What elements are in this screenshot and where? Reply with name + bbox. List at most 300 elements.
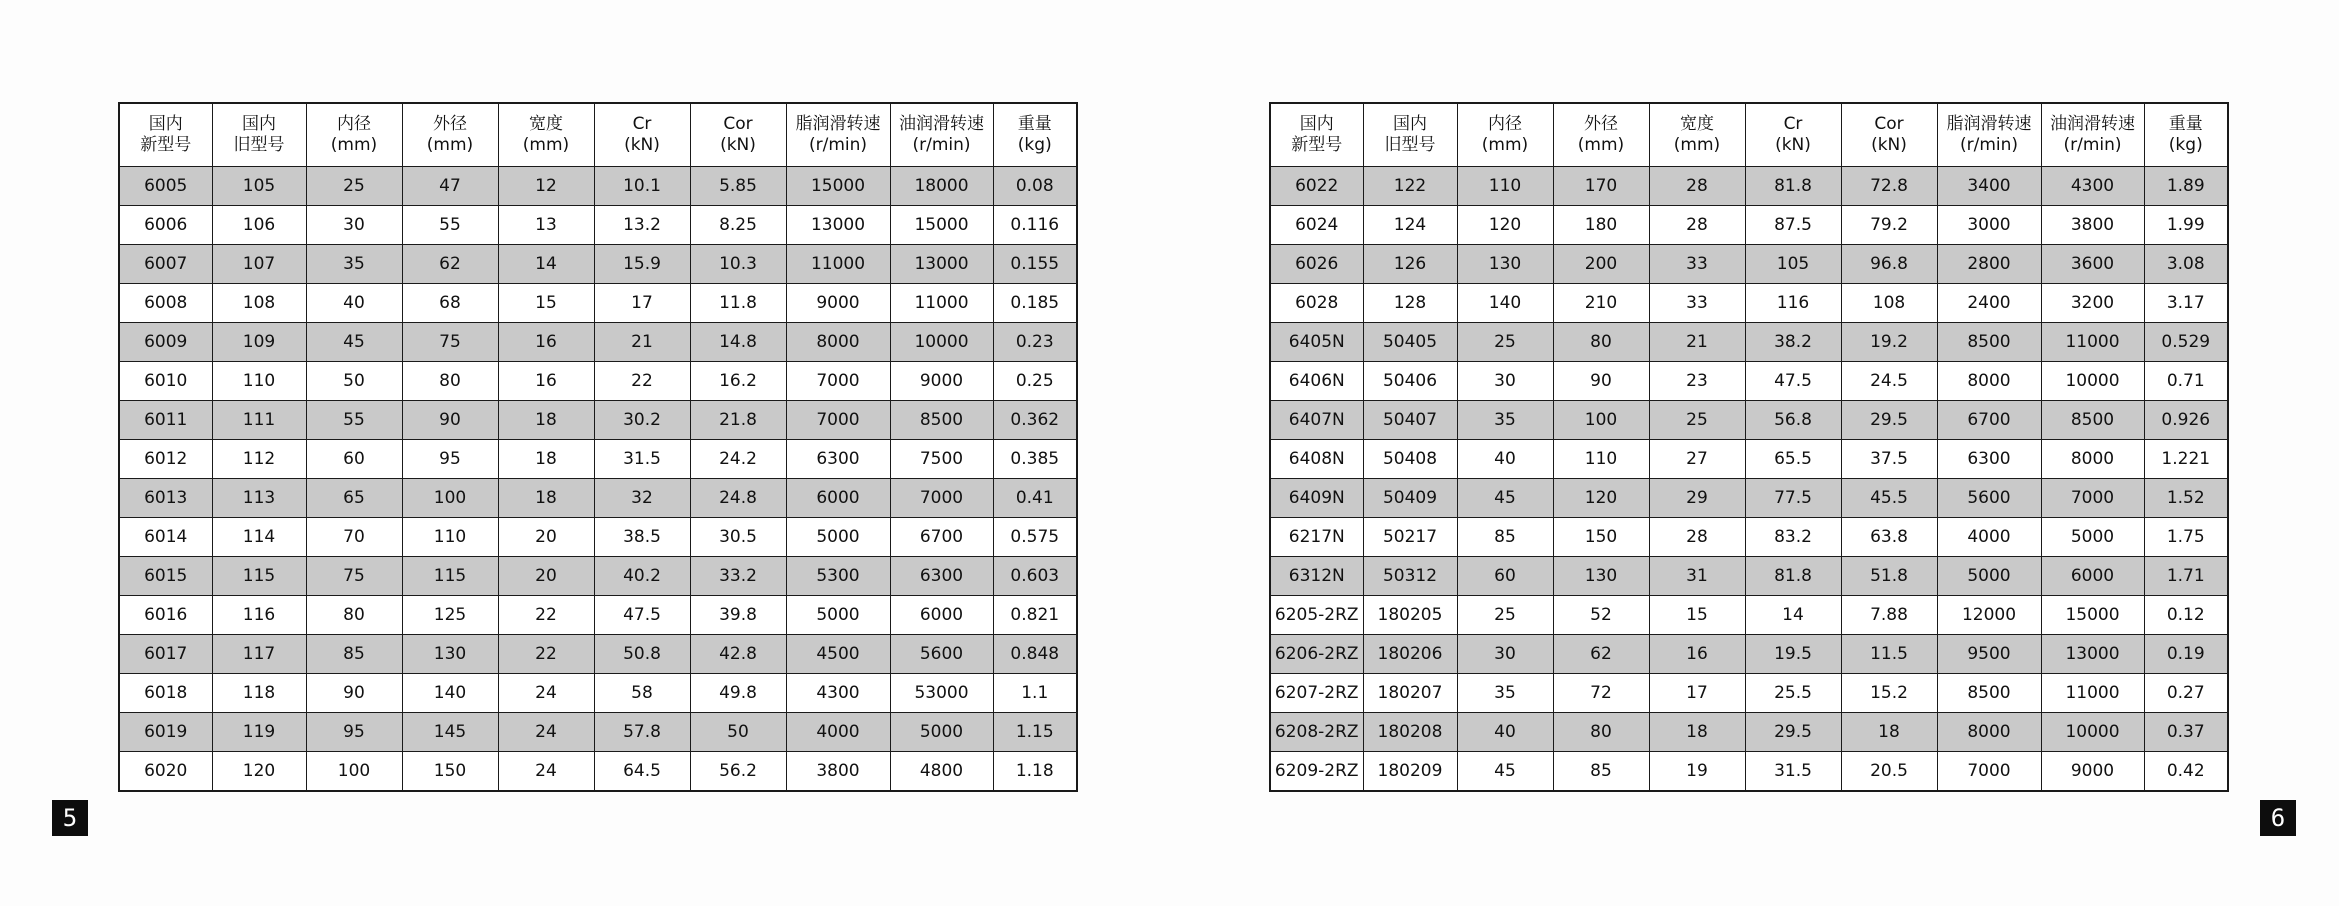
table-cell: 5300	[786, 557, 890, 596]
table-cell: 0.37	[2144, 713, 2228, 752]
table-cell: 10000	[2041, 713, 2144, 752]
column-header-title: 内径	[337, 114, 371, 134]
table-cell: 0.25	[993, 362, 1077, 401]
table-cell: 24	[498, 713, 594, 752]
table-cell: 17	[1649, 674, 1745, 713]
table-cell: 8500	[1937, 323, 2041, 362]
table-cell: 72.8	[1841, 167, 1937, 206]
table-cell: 21	[1649, 323, 1745, 362]
table-cell: 0.27	[2144, 674, 2228, 713]
table-cell: 90	[402, 401, 498, 440]
table-row	[1270, 401, 2228, 440]
column-header	[690, 103, 786, 167]
table-row	[1270, 362, 2228, 401]
table-cell: 19.2	[1841, 323, 1937, 362]
table-cell: 72	[1553, 674, 1649, 713]
table-cell: 7000	[786, 401, 890, 440]
table-cell: 95	[306, 713, 402, 752]
table-row	[119, 479, 1077, 518]
table-cell: 24	[498, 674, 594, 713]
table-cell: 9500	[1937, 635, 2041, 674]
table-cell: 113	[212, 479, 306, 518]
table-cell: 85	[1553, 752, 1649, 792]
table-cell: 25	[1649, 401, 1745, 440]
table-cell: 0.71	[2144, 362, 2228, 401]
table-cell: 180208	[1363, 713, 1457, 752]
column-header-unit: (mm)	[1481, 135, 1529, 155]
table-cell: 120	[1553, 479, 1649, 518]
column-header-unit: (r/min)	[912, 135, 971, 155]
table-cell: 15	[498, 284, 594, 323]
table-cell: 18	[1649, 713, 1745, 752]
table-header-row	[1270, 103, 2228, 167]
table-cell: 112	[212, 440, 306, 479]
column-header-title: Cr	[1783, 114, 1803, 134]
table-cell: 1.52	[2144, 479, 2228, 518]
table-cell: 110	[1457, 167, 1553, 206]
table-cell: 180	[1553, 206, 1649, 245]
table-cell: 50406	[1363, 362, 1457, 401]
column-header	[1937, 103, 2041, 167]
table-cell: 7000	[786, 362, 890, 401]
table-cell: 6300	[890, 557, 993, 596]
column-header-unit: (kN)	[624, 135, 660, 155]
column-header-title: 外径	[1584, 114, 1618, 134]
table-cell: 0.185	[993, 284, 1077, 323]
table-cell: 130	[1457, 245, 1553, 284]
table-cell: 6017	[119, 635, 212, 674]
table-cell: 85	[306, 635, 402, 674]
column-header-unit: (mm)	[1673, 135, 1721, 155]
table-cell: 3200	[2041, 284, 2144, 323]
table-cell: 122	[1363, 167, 1457, 206]
table-cell: 50407	[1363, 401, 1457, 440]
column-header-title: 脂润滑转速	[795, 114, 881, 134]
table-cell: 11000	[890, 284, 993, 323]
table-cell: 49.8	[690, 674, 786, 713]
table-cell: 22	[498, 635, 594, 674]
table-cell: 8000	[786, 323, 890, 362]
table-cell: 28	[1649, 518, 1745, 557]
table-cell: 19	[1649, 752, 1745, 792]
table-cell: 0.603	[993, 557, 1077, 596]
table-cell: 31	[1649, 557, 1745, 596]
table-row	[119, 206, 1077, 245]
table-cell: 45	[306, 323, 402, 362]
table-cell: 8500	[1937, 674, 2041, 713]
column-header	[402, 103, 498, 167]
table-cell: 21.8	[690, 401, 786, 440]
column-header	[594, 103, 690, 167]
table-cell: 50405	[1363, 323, 1457, 362]
table-cell: 33.2	[690, 557, 786, 596]
table-cell: 18	[1841, 713, 1937, 752]
table-row	[119, 323, 1077, 362]
table-cell: 75	[402, 323, 498, 362]
table-cell: 6009	[119, 323, 212, 362]
column-header-title: 外径	[433, 114, 467, 134]
table-cell: 85	[1457, 518, 1553, 557]
table-cell: 6010	[119, 362, 212, 401]
table-cell: 32	[594, 479, 690, 518]
table-cell: 10000	[890, 323, 993, 362]
table-cell: 8500	[890, 401, 993, 440]
table-cell: 110	[402, 518, 498, 557]
table-cell: 0.575	[993, 518, 1077, 557]
column-header	[786, 103, 890, 167]
table-cell: 37.5	[1841, 440, 1937, 479]
table-cell: 6016	[119, 596, 212, 635]
table-cell: 13.2	[594, 206, 690, 245]
table-cell: 87.5	[1745, 206, 1841, 245]
table-cell: 65.5	[1745, 440, 1841, 479]
column-header-unit: (mm)	[1577, 135, 1625, 155]
table-cell: 80	[1553, 323, 1649, 362]
table-cell: 40	[306, 284, 402, 323]
page-number-badge: 5	[52, 800, 88, 836]
table-cell: 9000	[786, 284, 890, 323]
table-cell: 15000	[786, 167, 890, 206]
table-cell: 30	[1457, 362, 1553, 401]
table-cell: 90	[306, 674, 402, 713]
table-cell: 0.821	[993, 596, 1077, 635]
table-cell: 14	[1745, 596, 1841, 635]
table-cell: 111	[212, 401, 306, 440]
table-row	[119, 752, 1077, 792]
table-cell: 96.8	[1841, 245, 1937, 284]
table-cell: 13	[498, 206, 594, 245]
table-cell: 13000	[890, 245, 993, 284]
column-header-title: 国内	[1393, 114, 1427, 134]
table-cell: 79.2	[1841, 206, 1937, 245]
table-cell: 130	[402, 635, 498, 674]
catalog-page-right	[1169, 0, 2339, 906]
table-cell: 1.221	[2144, 440, 2228, 479]
table-cell: 118	[212, 674, 306, 713]
table-cell: 51.8	[1841, 557, 1937, 596]
table-cell: 27	[1649, 440, 1745, 479]
table-cell: 14.8	[690, 323, 786, 362]
table-cell: 125	[402, 596, 498, 635]
table-cell: 58	[594, 674, 690, 713]
table-cell: 0.41	[993, 479, 1077, 518]
column-header	[2041, 103, 2144, 167]
column-header-title: 宽度	[1680, 114, 1714, 134]
table-cell: 40.2	[594, 557, 690, 596]
table-cell: 16	[1649, 635, 1745, 674]
table-cell: 40	[1457, 713, 1553, 752]
column-header-title: Cr	[632, 114, 652, 134]
column-header-title: 油润滑转速	[899, 114, 984, 134]
table-cell: 56.2	[690, 752, 786, 792]
table-cell: 19.5	[1745, 635, 1841, 674]
table-cell: 4500	[786, 635, 890, 674]
table-cell: 20.5	[1841, 752, 1937, 792]
table-cell: 38.2	[1745, 323, 1841, 362]
table-cell: 64.5	[594, 752, 690, 792]
table-cell: 50408	[1363, 440, 1457, 479]
table-cell: 5000	[890, 713, 993, 752]
table-cell: 90	[1553, 362, 1649, 401]
table-cell: 6409N	[1270, 479, 1363, 518]
table-cell: 42.8	[690, 635, 786, 674]
table-cell: 11000	[2041, 674, 2144, 713]
table-cell: 5600	[1937, 479, 2041, 518]
table-row	[1270, 245, 2228, 284]
table-cell: 5000	[786, 518, 890, 557]
table-cell: 15.2	[1841, 674, 1937, 713]
column-header	[119, 103, 212, 167]
table-cell: 6005	[119, 167, 212, 206]
table-cell: 1.75	[2144, 518, 2228, 557]
column-header-unit: (kN)	[720, 135, 756, 155]
table-cell: 180207	[1363, 674, 1457, 713]
table-row	[1270, 479, 2228, 518]
table-cell: 2800	[1937, 245, 2041, 284]
table-cell: 145	[402, 713, 498, 752]
column-header	[1649, 103, 1745, 167]
column-header-unit: 新型号	[1291, 135, 1343, 155]
table-cell: 4800	[890, 752, 993, 792]
table-cell: 12	[498, 167, 594, 206]
table-cell: 3400	[1937, 167, 2041, 206]
column-header	[1841, 103, 1937, 167]
table-cell: 6012	[119, 440, 212, 479]
column-header	[498, 103, 594, 167]
table-cell: 3800	[2041, 206, 2144, 245]
table-cell: 1.89	[2144, 167, 2228, 206]
table-cell: 6312N	[1270, 557, 1363, 596]
table-cell: 15	[1649, 596, 1745, 635]
table-cell: 109	[212, 323, 306, 362]
table-cell: 30	[306, 206, 402, 245]
table-cell: 5000	[2041, 518, 2144, 557]
table-cell: 3.17	[2144, 284, 2228, 323]
table-cell: 180206	[1363, 635, 1457, 674]
column-header	[2144, 103, 2228, 167]
table-cell: 0.19	[2144, 635, 2228, 674]
table-cell: 0.848	[993, 635, 1077, 674]
table-cell: 6008	[119, 284, 212, 323]
table-cell: 6406N	[1270, 362, 1363, 401]
table-cell: 105	[212, 167, 306, 206]
table-cell: 4300	[2041, 167, 2144, 206]
table-cell: 6405N	[1270, 323, 1363, 362]
table-cell: 105	[1745, 245, 1841, 284]
table-cell: 15.9	[594, 245, 690, 284]
table-row	[1270, 596, 2228, 635]
table-cell: 6208-2RZ	[1270, 713, 1363, 752]
table-cell: 5600	[890, 635, 993, 674]
column-header	[1553, 103, 1649, 167]
table-cell: 6300	[786, 440, 890, 479]
table-row	[119, 674, 1077, 713]
table-cell: 6014	[119, 518, 212, 557]
table-cell: 140	[1457, 284, 1553, 323]
column-header-title: 内径	[1488, 114, 1522, 134]
catalog-page-left	[0, 0, 1169, 906]
table-cell: 24.2	[690, 440, 786, 479]
table-cell: 106	[212, 206, 306, 245]
table-cell: 70	[306, 518, 402, 557]
table-cell: 47.5	[1745, 362, 1841, 401]
table-cell: 11.8	[690, 284, 786, 323]
table-cell: 53000	[890, 674, 993, 713]
table-cell: 7.88	[1841, 596, 1937, 635]
table-cell: 80	[306, 596, 402, 635]
table-cell: 15000	[2041, 596, 2144, 635]
table-cell: 6018	[119, 674, 212, 713]
table-row	[1270, 440, 2228, 479]
table-cell: 10000	[2041, 362, 2144, 401]
table-cell: 47	[402, 167, 498, 206]
table-cell: 47.5	[594, 596, 690, 635]
table-cell: 3.08	[2144, 245, 2228, 284]
table-cell: 62	[402, 245, 498, 284]
column-header	[993, 103, 1077, 167]
table-cell: 1.99	[2144, 206, 2228, 245]
table-cell: 38.5	[594, 518, 690, 557]
table-cell: 1.1	[993, 674, 1077, 713]
column-header-unit: (kg)	[1017, 135, 1052, 155]
table-cell: 6217N	[1270, 518, 1363, 557]
table-cell: 0.08	[993, 167, 1077, 206]
table-cell: 50	[690, 713, 786, 752]
table-cell: 6024	[1270, 206, 1363, 245]
table-row	[119, 284, 1077, 323]
table-cell: 60	[306, 440, 402, 479]
table-cell: 25	[1457, 323, 1553, 362]
table-cell: 63.8	[1841, 518, 1937, 557]
table-cell: 5000	[1937, 557, 2041, 596]
table-cell: 35	[306, 245, 402, 284]
column-header-title: 宽度	[529, 114, 563, 134]
table-row	[1270, 557, 2228, 596]
table-cell: 17	[594, 284, 690, 323]
table-cell: 107	[212, 245, 306, 284]
table-cell: 0.385	[993, 440, 1077, 479]
table-cell: 16	[498, 323, 594, 362]
table-row	[119, 401, 1077, 440]
table-cell: 40	[1457, 440, 1553, 479]
table-cell: 6015	[119, 557, 212, 596]
table-cell: 18	[498, 440, 594, 479]
table-cell: 11000	[786, 245, 890, 284]
table-cell: 31.5	[594, 440, 690, 479]
table-cell: 15000	[890, 206, 993, 245]
table-cell: 0.155	[993, 245, 1077, 284]
table-cell: 120	[1457, 206, 1553, 245]
table-cell: 65	[306, 479, 402, 518]
table-cell: 30.5	[690, 518, 786, 557]
table-cell: 1.18	[993, 752, 1077, 792]
column-header-unit: (mm)	[522, 135, 570, 155]
table-cell: 2400	[1937, 284, 2041, 323]
column-header	[1457, 103, 1553, 167]
table-cell: 7000	[2041, 479, 2144, 518]
table-cell: 114	[212, 518, 306, 557]
table-cell: 80	[402, 362, 498, 401]
table-cell: 6408N	[1270, 440, 1363, 479]
table-cell: 0.12	[2144, 596, 2228, 635]
table-cell: 29	[1649, 479, 1745, 518]
table-cell: 18	[498, 479, 594, 518]
table-cell: 18	[498, 401, 594, 440]
table-cell: 10.3	[690, 245, 786, 284]
table-cell: 75	[306, 557, 402, 596]
table-cell: 115	[212, 557, 306, 596]
table-cell: 108	[1841, 284, 1937, 323]
table-row	[1270, 713, 2228, 752]
table-cell: 11000	[2041, 323, 2144, 362]
table-cell: 60	[1457, 557, 1553, 596]
table-cell: 50.8	[594, 635, 690, 674]
table-cell: 25.5	[1745, 674, 1841, 713]
table-cell: 1.15	[993, 713, 1077, 752]
table-cell: 55	[306, 401, 402, 440]
column-header	[1270, 103, 1363, 167]
table-cell: 7000	[890, 479, 993, 518]
table-cell: 9000	[890, 362, 993, 401]
table-cell: 3800	[786, 752, 890, 792]
table-cell: 100	[402, 479, 498, 518]
column-header-unit: (kN)	[1871, 135, 1907, 155]
table-cell: 50217	[1363, 518, 1457, 557]
table-header-row	[119, 103, 1077, 167]
table-cell: 55	[402, 206, 498, 245]
table-cell: 25	[306, 167, 402, 206]
table-cell: 12000	[1937, 596, 2041, 635]
table-cell: 6006	[119, 206, 212, 245]
table-row	[1270, 518, 2228, 557]
column-header-unit: (kg)	[2168, 135, 2203, 155]
table-cell: 31.5	[1745, 752, 1841, 792]
table-cell: 77.5	[1745, 479, 1841, 518]
table-cell: 23	[1649, 362, 1745, 401]
table-cell: 210	[1553, 284, 1649, 323]
table-cell: 22	[594, 362, 690, 401]
table-row	[119, 440, 1077, 479]
table-cell: 62	[1553, 635, 1649, 674]
bearing-spec-table	[118, 102, 1078, 792]
table-cell: 6206-2RZ	[1270, 635, 1363, 674]
table-cell: 6020	[119, 752, 212, 792]
table-cell: 6407N	[1270, 401, 1363, 440]
column-header-unit: (r/min)	[2063, 135, 2122, 155]
table-cell: 120	[212, 752, 306, 792]
table-row	[1270, 635, 2228, 674]
table-cell: 24.8	[690, 479, 786, 518]
column-header-title: 脂润滑转速	[1946, 114, 2032, 134]
table-cell: 130	[1553, 557, 1649, 596]
table-cell: 6013	[119, 479, 212, 518]
table-cell: 124	[1363, 206, 1457, 245]
table-cell: 150	[402, 752, 498, 792]
table-cell: 16.2	[690, 362, 786, 401]
table-cell: 11.5	[1841, 635, 1937, 674]
table-cell: 14	[498, 245, 594, 284]
table-cell: 6028	[1270, 284, 1363, 323]
table-cell: 29.5	[1841, 401, 1937, 440]
column-header	[212, 103, 306, 167]
column-header-title: 国内	[1299, 114, 1334, 134]
table-row	[1270, 323, 2228, 362]
table-cell: 3600	[2041, 245, 2144, 284]
table-cell: 13000	[786, 206, 890, 245]
table-cell: 7000	[1937, 752, 2041, 792]
table-cell: 80	[1553, 713, 1649, 752]
table-cell: 4000	[1937, 518, 2041, 557]
